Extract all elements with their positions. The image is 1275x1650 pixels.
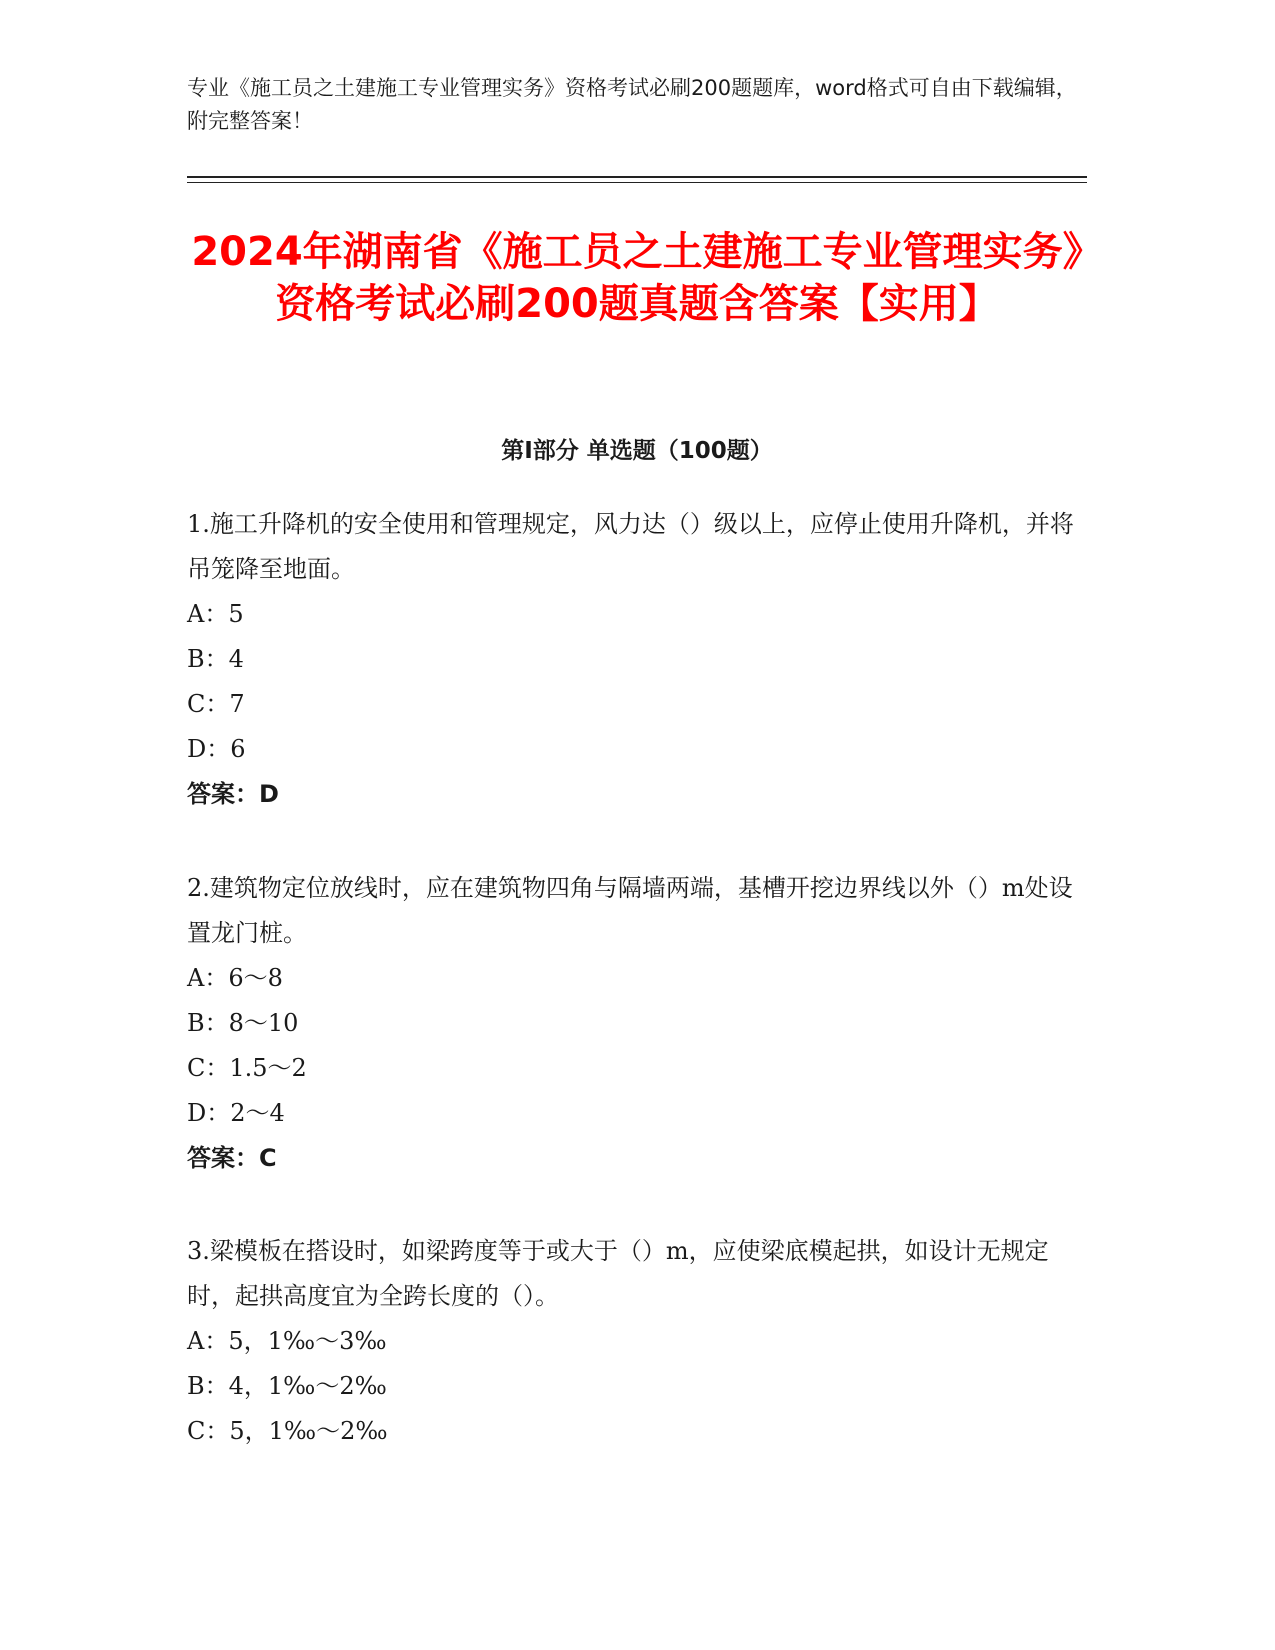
answer: 答案：D <box>187 780 279 808</box>
option-a: A：5 <box>187 600 244 628</box>
question-2 <box>187 866 1087 1181</box>
section-title: 第I部分 单选题（100题） <box>501 438 773 464</box>
option-b: B：8～10 <box>187 1009 299 1037</box>
header-note: 专业《施工员之土建施工专业管理实务》资格考试必刷200题题库，word格式可自由下载编辑，附完整答案！ <box>187 76 1077 133</box>
option-c: C：1.5～2 <box>187 1054 307 1082</box>
option-b: B：4，1‰～2‰ <box>187 1372 387 1400</box>
option-a: A：5，1‰～3‰ <box>187 1327 387 1355</box>
document-title: 2024年湖南省《施工员之土建施工专业管理实务》资格考试必刷200题真题含答案【实用】 <box>191 229 1083 327</box>
question-stem: 2.建筑物定位放线时，应在建筑物四角与隔墙两端，基槽开挖边界线以外（）m处设置龙门桩。 <box>187 874 1073 947</box>
option-c: C：7 <box>187 690 245 718</box>
answer: 答案：C <box>187 1144 277 1172</box>
header-divider-thick <box>187 176 1087 178</box>
option-d: D：2～4 <box>187 1099 285 1127</box>
header-divider-thin <box>187 182 1087 183</box>
question-3 <box>187 1229 1087 1454</box>
question-stem: 1.施工升降机的安全使用和管理规定，风力达（）级以上，应停止使用升降机，并将吊笼降至地面。 <box>187 510 1074 583</box>
option-b: B：4 <box>187 645 244 673</box>
option-c: C：5，1‰～2‰ <box>187 1417 388 1445</box>
option-a: A：6～8 <box>187 964 283 992</box>
question-1 <box>187 502 1087 817</box>
question-stem: 3.梁模板在搭设时，如梁跨度等于或大于（）m，应使梁底模起拱，如设计无规定时，起拱高度宜为全跨长度的（）。 <box>187 1237 1049 1310</box>
option-d: D：6 <box>187 735 246 763</box>
